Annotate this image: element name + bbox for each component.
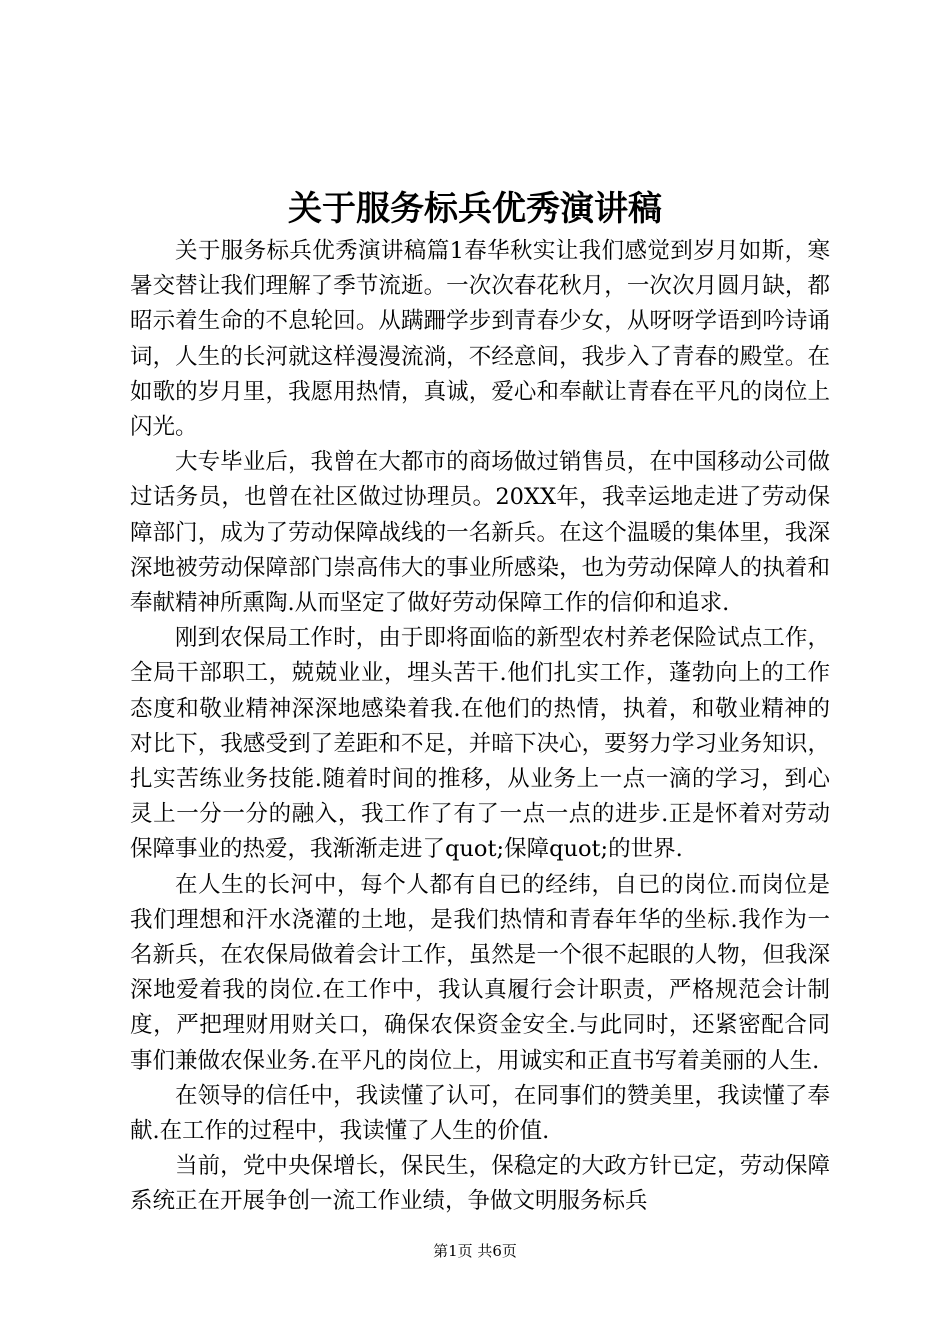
paragraph-2: 大专毕业后，我曾在大都市的商场做过销售员，在中国移动公司做过话务员，也曾在社区做过协理员。20XX年，我幸运地走进了劳动保障部门，成为了劳动保障战线的一名新兵。在这个温暖的集体里，我深深地被劳动保障部门崇高伟大的事业所感染，也为劳动保障人的执着和奉献精神所熏陶.从而坚定了做好劳动保障工作的信仰和追求. [130, 449, 830, 617]
page-footer [0, 1240, 950, 1262]
paragraph-3: 刚到农保局工作时，由于即将面临的新型农村养老保险试点工作，全局干部职工，兢兢业业，埋头苦干.他们扎实工作，蓬勃向上的工作态度和敬业精神深深地感染着我.在他们的热情，执着，和敬业精神的对比下，我感受到了差距和不足，并暗下决心，要努力学习业务知识，扎实苦练业务技能.随着时间的推移，从业务上一点一滴的学习，到心灵上一分一分的融入，我工作了有了一点一点的进步.正是怀着对劳动保障事业的热爱，我渐渐走进了quot;保障quot;的世界. [130, 625, 830, 863]
document-title: 关于服务标兵优秀演讲稿 [288, 189, 662, 229]
paragraph-1: 关于服务标兵优秀演讲稿篇1春华秋实让我们感觉到岁月如斯，寒暑交替让我们理解了季节流逝。一次次春花秋月，一次次月圆月缺，都昭示着生命的不息轮回。从蹒跚学步到青春少女，从呀呀学语到吟诗诵词，人生的长河就这样漫漫流淌，不经意间，我步入了青春的殿堂。在如歌的岁月里，我愿用热情，真诚，爱心和奉献让青春在平凡的岗位上闪光。 [130, 238, 830, 441]
paragraph-4: 在人生的长河中，每个人都有自已的经纬，自已的岗位.而岗位是我们理想和汗水浇灌的土地，是我们热情和青春年华的坐标.我作为一名新兵，在农保局做着会计工作，虽然是一个很不起眼的人物，但我深深地爱着我的岗位.在工作中，我认真履行会计职责，严格规范会计制度，严把理财用财关口，确保农保资金安全.与此同时，还紧密配合同事们兼做农保业务.在平凡的岗位上，用诚实和正直书写着美丽的人生. [130, 871, 830, 1074]
document-body [130, 234, 830, 1220]
page-number: 第1页 共6页 [433, 1242, 517, 1260]
paragraph-5: 在领导的信任中，我读懂了认可，在同事们的赞美里，我读懂了奉献.在工作的过程中，我读懂了人生的价值. [130, 1082, 830, 1145]
paragraph-6: 当前，党中央保增长，保民生，保稳定的大政方针已定，劳动保障系统正在开展争创一流工作业绩，争做文明服务标兵 [130, 1153, 830, 1215]
